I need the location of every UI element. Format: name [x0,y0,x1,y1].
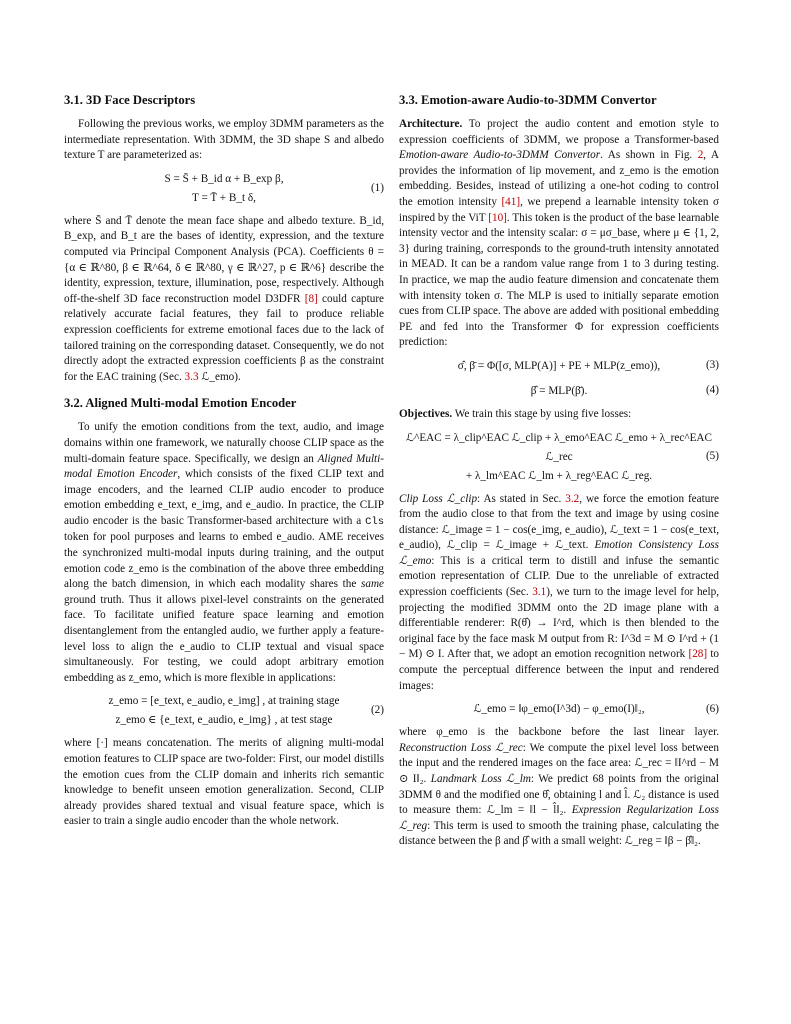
paragraph-text: : This is a critical term to distill and infuse the semantic emotion representation of CLIP. Due to the unreliable of extracted expression coefficients (Sec. [399,554,719,599]
equation-line: S = S̄ + B_id α + B_exp β, [164,172,284,185]
left-column [64,92,384,830]
section-title-3-1: 3.1. 3D Face Descriptors [64,93,196,107]
equation-number: (1) [370,181,384,194]
figure-link[interactable]: 2 [697,149,704,162]
equation-number: (5) [705,450,719,463]
paragraph-text: , we force the emotion feature from the audio close to that from the text and image by using cosine distance: ℒ_image = 1 − cos(e_img, e_audio), ℒ_text = 1 − cos(e_text, e_audio), ℒ_clip = ℒ_image + ℒ_text. [399,492,720,552]
paragraph-text: To project the audio content and emotion style to expression coefficients of 3DMM, we propose a Transformer-based [399,118,719,146]
equation-line: z_emo ∈ {e_text, e_audio, e_img} , at test stage [115,714,333,727]
equation-line: ℒ^EAC = λ_clip^EAC ℒ_clip + λ_emo^EAC ℒ_emo + λ_rec^EAC ℒ_rec [406,431,712,463]
paragraph-text: to compute the perceptual difference between the input and rendered images: [399,648,720,692]
paragraph-text: where S̄ and T̄ denote the mean face shape and albedo texture. B_id, B_exp, and B_t are the bases of identity, expression, and the texture computed via Principal Component Analysis (PCA). Coefficients θ = {α ∈ ℝ^80, β ∈ ℝ^64, δ ∈ ℝ^80, γ ∈ ℝ^27, p ∈ ℝ^6} describe the identity, expression, texture, illumination, pose, respectively. Although off-the-shelf 3D face reconstruction model D3DFR [64,214,384,305]
equation-number: (2) [370,704,384,717]
paragraph-lead: Objectives. [399,407,453,420]
paragraph [64,214,384,386]
paragraph-text: where φ_emo is the backbone before the last linear layer. [399,726,719,739]
citation-link[interactable]: [8] [304,292,318,305]
paragraph [399,492,719,695]
emphasis: same [361,578,385,591]
equation-3 [399,357,719,376]
citation-link[interactable]: [10] [488,211,507,224]
right-column [399,92,719,850]
equation-line: σ̂, β̄ = Φ([σ, MLP(A)] + PE + MLP(z_emo)), [457,359,661,372]
paragraph [399,725,719,850]
paragraph-text: To unify the emotion conditions from the text, audio, and image domains within one framework, we naturally choose CLIP space as the multi-domain feature space. Specifically, we design an [64,421,384,465]
section-title-3-3: 3.3. Emotion-aware Audio-to-3DMM Convertor [399,93,657,107]
equation-6 [399,700,719,719]
section-title-3-2: 3.2. Aligned Multi-modal Emotion Encoder [64,396,297,411]
equation-line: z_emo = [e_text, e_audio, e_img] , at training stage [108,695,340,708]
paragraph-text: could capture relatively accurate facial features, they fail to produce reliable expression coefficients for extreme emotional faces due to the lack of tailored training on the corresponding dataset. Consequently, we do not directly adopt the extracted expression coefficients β as the constraint for the EAC training (Sec. [64,292,385,383]
equation-5 [399,429,719,486]
code-token: Cls [365,515,385,528]
paragraph-text: . As shown in Fig. [600,149,693,162]
equation-number: (6) [705,702,719,715]
paragraph [399,117,719,351]
equation-line: + λ_lm^EAC ℒ_lm + λ_reg^EAC ℒ_reg. [465,469,653,482]
equation-4 [399,382,719,401]
equation-number: (4) [705,384,719,397]
paragraph-lead: Architecture. [399,118,463,130]
section-link[interactable]: 3.3 [184,370,199,383]
citation-link[interactable]: [41] [501,195,521,208]
emphasis: Reconstruction Loss ℒ_rec [399,741,523,754]
paragraph-text: : We predict 68 points from the original 3DMM θ and the modified one θ̂, obtaining l and l̂. ℒ₂ distance is used to measure them: ℒ_lm = ‖l − l̂‖₂. [399,773,720,817]
emphasis: Emotion-aware Audio-to-3DMM Convertor [399,149,601,162]
paragraph-text: : We compute the pixel level loss between the input and the rendered images on the face area: ℒ_rec = ‖I^rd − M ⊙ I‖₂. [399,741,719,785]
emphasis: Aligned Multi-modal Emotion Encoder [64,452,385,481]
paragraph-text: ground truth. Thus it allows pixel-level constraints on the generated face. To facilitate unified feature space learning and emotion disentanglement from the entangled audio, we further apply a feature-level loss to align the e_audio to CLIP textual and visual space simultaneously. For testing, we could adopt arbitrary emotion embedding as z_emo, which is more flexible in applications: [64,593,384,684]
paragraph-text: , A provides the information of lip movement, and z_emo is the emotion embedding. Besides, instead of utilizing a one-hot coding to control the emotion intensity [399,149,720,208]
equation-line: β̂ = MLP(β̄). [530,384,588,397]
paragraph: Following the previous works, we employ 3DMM parameters as the intermediate representation. With 3DMM, the 3D shape S and albedo texture T are parameterized as: [64,118,384,162]
equation-2 [64,692,384,730]
emphasis: Landmark Loss ℒ_lm [430,773,531,785]
paragraph-text: : As stated in Sec. [477,492,562,505]
citation-link[interactable]: [28] [688,648,708,661]
paragraph-text: , we prepend a learnable intensity token σ inspired by the ViT [399,195,720,224]
paragraph-text: , which consists of the fixed CLIP text and image encoders, and the learned CLIP audio encoder to produce emotion embedding e_text, e_img, and e_audio. In practice, the CLIP audio encoder is the basic Transformer-based architecture with a [64,468,384,527]
equation-1 [64,170,384,208]
paragraph: where [·] means concatenation. The merits of aligning multi-modal emotion features to CLIP space are two-folder: First, our model distills the emotion cues from the CLIP domain and inherits rich semantic knowledge to benefit unseen emotion generalization. Second, CLIP already provides shared textual and visual feature space, which is easier to train a single audio encoder than the whole network. [64,737,384,828]
equation-line: ℒ_emo = ‖φ_emo(I^3d) − φ_emo(I)‖₂, [473,703,645,716]
section-link[interactable]: 3.1 [532,586,547,599]
emphasis: Emotion Consistency Loss ℒ_emo [399,539,720,567]
section-link[interactable]: 3.2 [565,492,580,505]
paragraph-text: ℒ_emo). [201,370,241,383]
emphasis: Expression Regularization Loss ℒ_reg [399,804,720,832]
paragraph-text: . This token is the product of the base learnable intensity vector and the intensity scalar: σ = μσ_base, where μ ∈ {1, 2, 3} during training, corresponds to the ground-truth intensity annotated in MEAD. It can be a random value range from 1 to 3 during testing. In practice, we map the audio feature dimension and concatenate them with intensity token σ. The MLP is used to initially separate emotion cues from CLIP space. The above are added with positional embedding PE and fed into the Transformer Φ for expression coefficients prediction: [399,211,720,349]
paragraph [64,420,384,686]
paragraph-text: ), we turn to the image level for help, projecting the modified 3DMM onto the 2D image plane with a differentiable renderer: R(θ̂) → I^rd, which is then blended to the original face by the face mask M output from R: I^3d = M ⊙ I^rd + (1 − M) ⊙ I. After that, we adopt an emotion recognition network [399,586,720,661]
paragraph-text: : This term is used to smooth the training phase, calculating the distance between the β and β̂ with a small weight: ℒ_reg = ‖β − β̂‖₂. [399,819,719,848]
paragraph-text: token for pool purposes and learns to embed e_audio. AME receives the synchronized multi-modal inputs during training, and the output emotion code z_emo is the combination of the above three embedding along the batch dimension, in which each modality shares the [64,531,384,591]
paragraph-text: We train this stage by using five losses: [454,407,632,420]
equation-number: (3) [705,359,719,372]
equation-line: T = T̄ + B_t δ, [192,191,256,204]
emphasis: Clip Loss ℒ_clip [399,492,478,505]
paragraph [399,407,719,423]
